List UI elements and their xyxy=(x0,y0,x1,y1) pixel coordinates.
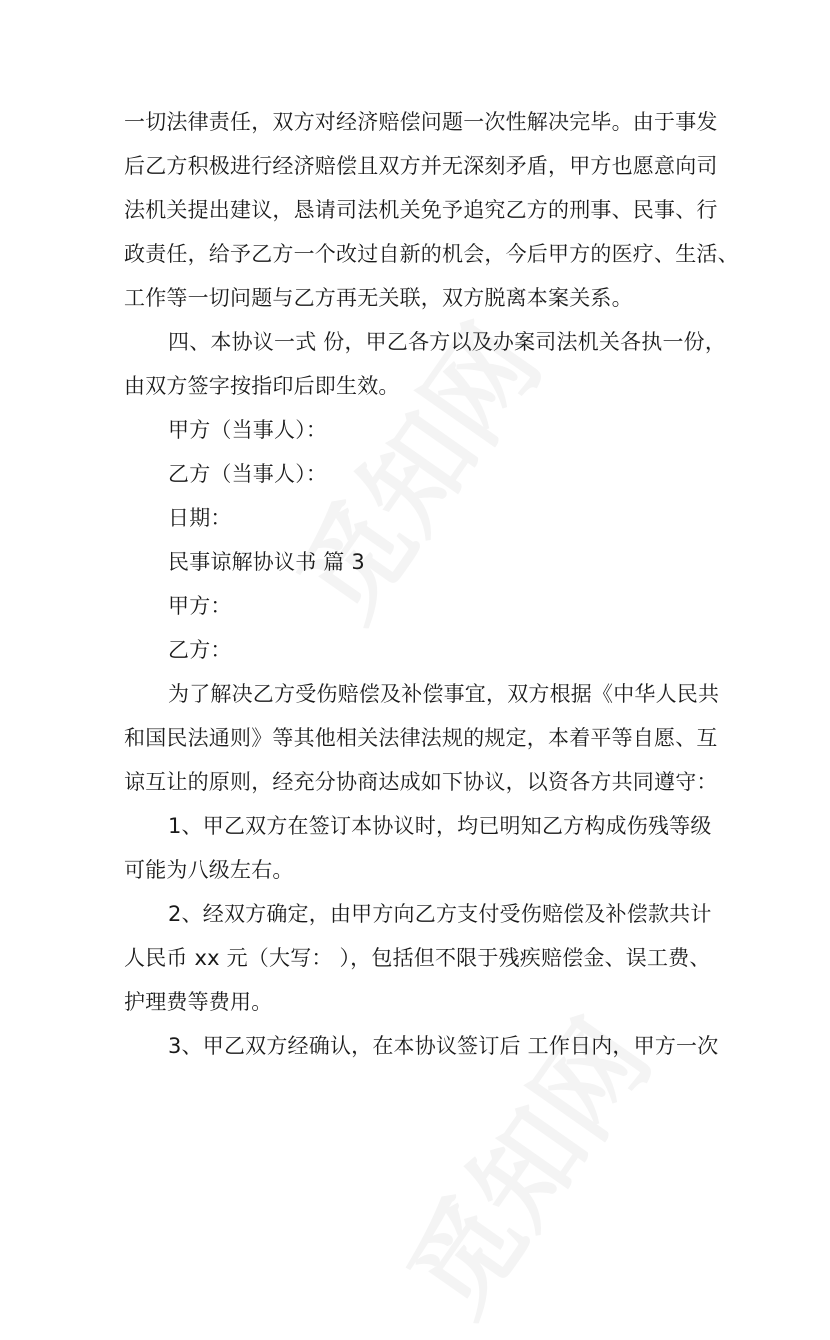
paragraph-line: 由双方签字按指印后即生效。 xyxy=(124,374,400,398)
clause-line: 3、甲乙双方经确认，在本协议签订后 工作日内，甲方一次 xyxy=(168,1034,719,1058)
party-b-label: 乙方： xyxy=(168,638,232,662)
clause-line: 2、经双方确定，由甲方向乙方支付受伤赔偿及补偿款共计 xyxy=(168,902,712,926)
clause-line: 护理费等费用。 xyxy=(124,990,273,1014)
paragraph-line: 为了解决乙方受伤赔偿及补偿事宜，双方根据《中华人民共 xyxy=(168,682,720,706)
party-a-label: 甲方： xyxy=(168,594,232,618)
paragraph-line: 法机关提出建议，恳请司法机关免予追究乙方的刑事、民事、行 xyxy=(124,198,718,222)
party-a-signature-label: 甲方（当事人）： xyxy=(168,418,328,442)
party-b-signature-label: 乙方（当事人）： xyxy=(168,462,328,486)
section-title: 民事谅解协议书 篇 3 xyxy=(168,550,365,574)
clause-line: 1、甲乙双方在签订本协议时，均已明知乙方构成伤残等级 xyxy=(168,814,712,838)
paragraph-line: 政责任，给予乙方一个改过自新的机会，今后甲方的医疗、生活、 xyxy=(124,242,739,266)
paragraph-line: 谅互让的原则，经充分协商达成如下协议，以资各方共同遵守： xyxy=(124,770,718,794)
paragraph-line: 四、本协议一式 份，甲乙各方以及办案司法机关各执一份， xyxy=(168,330,727,354)
clause-line: 人民币 xx 元（大写： ），包括但不限于残疾赔偿金、误工费、 xyxy=(124,946,711,970)
paragraph-line: 和国民法通则》等其他相关法律法规的规定，本着平等自愿、互 xyxy=(124,726,718,750)
clause-line: 可能为八级左右。 xyxy=(124,858,294,882)
date-label: 日期： xyxy=(168,506,232,530)
paragraph-line: 工作等一切问题与乙方再无关联，双方脱离本案关系。 xyxy=(124,286,633,310)
paragraph-line: 一切法律责任，双方对经济赔偿问题一次性解决完毕。由于事发 xyxy=(124,110,718,134)
paragraph-line: 后乙方积极进行经济赔偿且双方并无深刻矛盾，甲方也愿意向司 xyxy=(124,154,718,178)
